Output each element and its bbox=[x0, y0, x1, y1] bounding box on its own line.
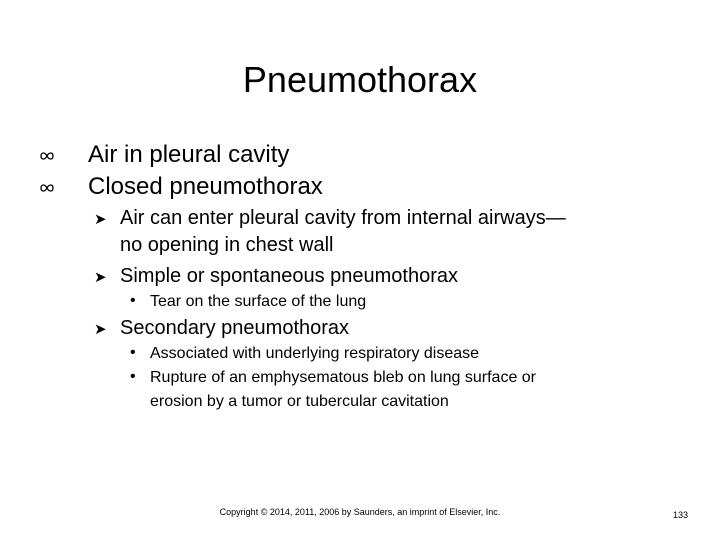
detail-text: erosion by a tumor or tubercular cavitation bbox=[150, 393, 449, 410]
infinity-bullet-icon bbox=[40, 182, 54, 194]
sub-bullet-text: Secondary pneumothorax bbox=[120, 317, 350, 339]
infinity-bullet-icon bbox=[40, 150, 54, 162]
sub-bullet-text: no opening in chest wall bbox=[120, 234, 334, 256]
page-number: 133 bbox=[672, 510, 688, 520]
sub-bullet-text: Simple or spontaneous pneumothorax bbox=[120, 265, 458, 287]
dot-bullet-icon: • bbox=[130, 344, 136, 361]
detail-text: Associated with underlying respiratory disease bbox=[150, 345, 480, 362]
dot-bullet-icon: • bbox=[130, 368, 136, 385]
arrow-bullet-icon: ➤ bbox=[94, 321, 107, 338]
bullet-text: Air in pleural cavity bbox=[88, 141, 290, 168]
slide-title: Pneumothorax bbox=[242, 59, 478, 100]
arrow-bullet-icon: ➤ bbox=[94, 269, 107, 286]
sub-bullet-text: Air can enter pleural cavity from internal airways— bbox=[120, 207, 566, 229]
bullet-text: Closed pneumothorax bbox=[88, 173, 323, 200]
detail-text: Rupture of an emphysematous bleb on lung surface or bbox=[150, 369, 537, 386]
detail-text: Tear on the surface of the lung bbox=[150, 293, 367, 310]
arrow-bullet-icon: ➤ bbox=[94, 211, 107, 228]
copyright-notice: Copyright © 2014, 2011, 2006 by Saunders, an imprint of Elsevier, Inc. bbox=[219, 507, 501, 517]
dot-bullet-icon: • bbox=[130, 292, 136, 309]
